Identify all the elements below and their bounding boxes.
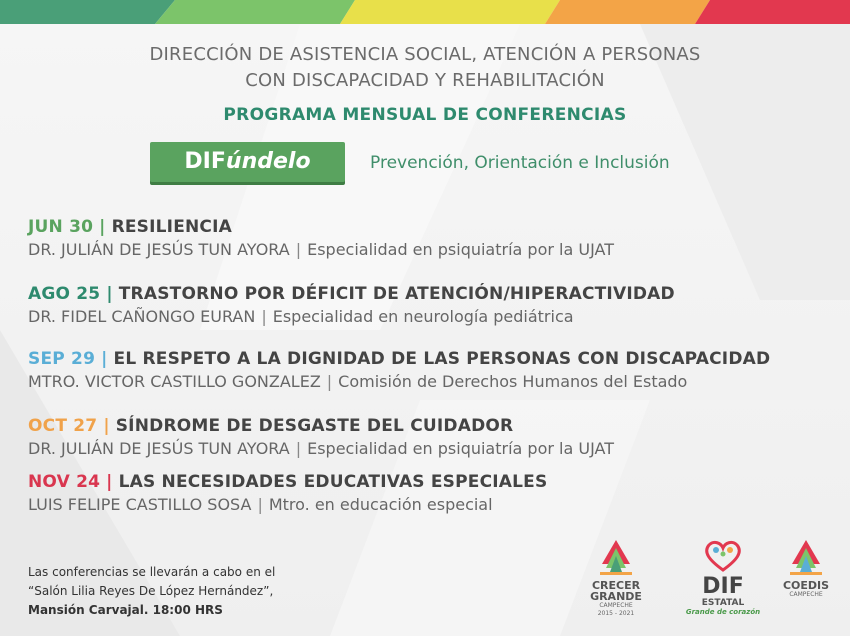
event-separator: | xyxy=(106,284,113,304)
venue-line-2: “Salón Lilia Reyes De López Hernández”, xyxy=(28,584,274,598)
venue-line-1: Las conferencias se llevarán a cabo en el xyxy=(28,565,276,579)
venue-line-3: Mansión Carvajal. 18:00 HRS xyxy=(28,603,223,617)
coedis-name: COEDIS xyxy=(782,579,830,592)
crecer-line-4: 2015 - 2021 xyxy=(597,610,635,617)
dif-slogan: Grande de corazón xyxy=(685,608,761,616)
badge-prefix: DIF xyxy=(184,149,226,174)
event-date: AGO 25 xyxy=(28,284,101,304)
event-detail: Especialidad en psiquiatría por la UJAT xyxy=(307,240,614,259)
crecer-line-1: CRECER xyxy=(591,579,641,592)
dif-estatal-logo xyxy=(683,538,763,617)
event-separator: | xyxy=(101,349,108,369)
event-speaker: DR. JULIÁN DE JESÚS TUN AYORA xyxy=(28,439,290,458)
event-item xyxy=(28,217,828,259)
event-separator: | xyxy=(261,307,267,326)
crecer-emblem-icon xyxy=(596,538,636,576)
event-title: EL RESPETO A LA DIGNIDAD DE LAS PERSONAS CON DISCAPACIDAD xyxy=(113,349,771,369)
event-separator: | xyxy=(106,472,113,492)
dif-family-icon xyxy=(701,538,745,572)
badge-suffix: úndelo xyxy=(225,149,311,174)
crecer-line-2: GRANDE xyxy=(590,590,642,603)
event-speaker: MTRO. VICTOR CASTILLO GONZALEZ xyxy=(28,372,321,391)
event-date: OCT 27 xyxy=(28,416,98,436)
top-color-stripe xyxy=(0,0,850,24)
coedis-sub: CAMPECHE xyxy=(789,591,823,598)
event-title: RESILIENCIA xyxy=(111,217,232,237)
event-separator: | xyxy=(103,416,110,436)
event-separator: | xyxy=(326,372,333,391)
event-item xyxy=(28,416,828,458)
program-title: PROGRAMA MENSUAL DE CONFERENCIAS xyxy=(223,105,627,125)
dif-name: DIF xyxy=(702,574,744,599)
event-title: SÍNDROME DE DESGASTE DEL CUIDADOR xyxy=(115,416,514,436)
event-item xyxy=(28,472,828,514)
difundelo-badge xyxy=(150,142,345,182)
event-date: SEP 29 xyxy=(28,349,96,369)
event-detail: Especialidad en psiquiatría por la UJAT xyxy=(307,439,614,458)
event-speaker: DR. FIDEL CAÑONGO EURAN xyxy=(28,307,256,326)
event-separator: | xyxy=(295,240,302,259)
header-line-2: CON DISCAPACIDAD Y REHABILITACIÓN xyxy=(245,70,605,91)
event-title: TRASTORNO POR DÉFICIT DE ATENCIÓN/HIPERACTIVIDAD xyxy=(118,284,675,304)
event-separator: | xyxy=(295,439,302,458)
event-title: LAS NECESIDADES EDUCATIVAS ESPECIALES xyxy=(118,472,548,492)
venue-note xyxy=(28,563,275,620)
crecer-grande-logo xyxy=(588,538,644,618)
header-line-1: DIRECCIÓN DE ASISTENCIA SOCIAL, ATENCIÓN A PERSONAS xyxy=(149,44,701,65)
event-separator: | xyxy=(99,217,106,237)
event-separator: | xyxy=(257,495,263,514)
event-speaker: DR. JULIÁN DE JESÚS TUN AYORA xyxy=(28,240,290,259)
tagline: Prevención, Orientación e Inclusión xyxy=(370,153,670,173)
event-date: NOV 24 xyxy=(28,472,101,492)
event-speaker: LUIS FELIPE CASTILLO SOSA xyxy=(28,495,252,514)
crecer-line-3: CAMPECHE xyxy=(599,602,633,609)
event-detail: Especialidad en neurología pediátrica xyxy=(272,307,574,326)
event-detail: Mtro. en educación especial xyxy=(268,495,493,514)
event-date: JUN 30 xyxy=(28,217,94,237)
event-detail: Comisión de Derechos Humanos del Estado xyxy=(338,372,688,391)
coedis-emblem-icon xyxy=(786,538,826,576)
dif-sub: ESTATAL xyxy=(701,598,745,608)
event-item xyxy=(28,284,828,326)
coedis-logo xyxy=(776,538,836,599)
event-item xyxy=(28,349,828,391)
